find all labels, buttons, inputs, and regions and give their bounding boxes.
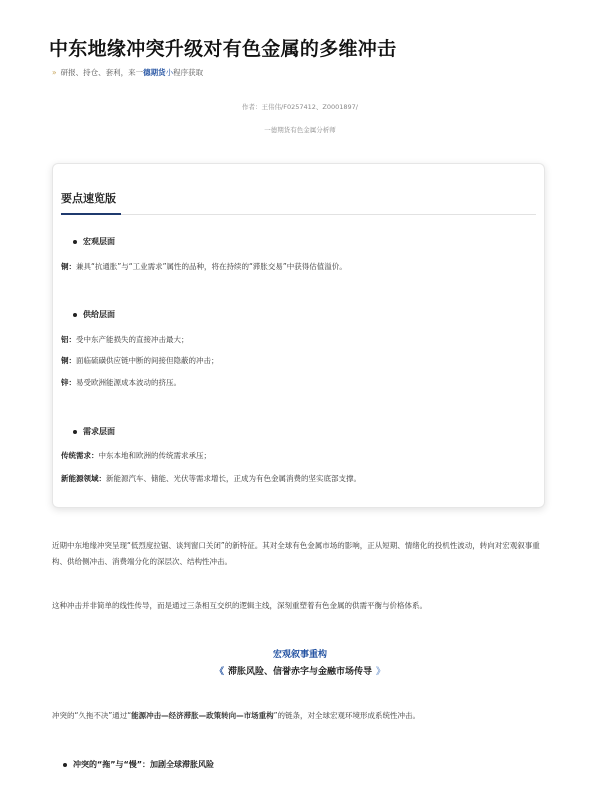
supply-item-aluminum <box>61 334 189 345</box>
bullet-stagflation: 冲突的“拖”与“慢”：加剧全球滞胀风险 <box>63 759 214 770</box>
bullet-dot-icon <box>73 313 77 317</box>
promo-prefix: 研报、持仓、套利，来一 <box>60 68 144 77</box>
body-paragraph-2: 这种冲击并非简单的线性传导，而是通过三条相互交织的逻辑主线，深刻重塑着有色金属的供需平衡与价格体系。 <box>52 601 427 610</box>
demand-item-new-energy <box>61 473 361 484</box>
chevron-left-icon: 《 <box>214 667 224 677</box>
chain-emphasis: 能源冲击—经济滞胀—政策转向—市场重构 <box>131 711 274 720</box>
body-paragraph-3: 冲突的“久拖不决”通过“能源冲击—经济滞胀—政策转向—市场重构”的链条，对全球宏观环境形成系统性冲击。 <box>52 711 421 720</box>
promo-small: 小 <box>165 68 174 77</box>
macro-item-copper <box>61 261 347 272</box>
summary-title: 要点速览版 <box>61 192 116 205</box>
item-text: 兼具“抗通胀”与“工业需求”属性的品种，将在持续的“滞胀交易”中获得估值溢价。 <box>76 262 347 271</box>
item-label: 铝： <box>61 335 76 344</box>
item-label: 铜： <box>61 262 76 271</box>
item-text: 受中东产能损失的直接冲击最大； <box>76 335 189 344</box>
item-label: 铜： <box>61 356 76 365</box>
chevron-right-icon: 》 <box>376 667 386 677</box>
item-label: 锌： <box>61 378 76 387</box>
item-label: 传统需求： <box>61 451 99 460</box>
section-heading: 宏观叙事重构 <box>272 650 327 660</box>
supply-item-zinc <box>61 377 181 388</box>
article-title: 中东地缘冲突升级对有色金属的多维冲击 <box>49 38 397 60</box>
macro-heading: 宏观层面 <box>73 236 115 247</box>
item-text: 易受欧洲能源成本波动的挤压。 <box>76 378 181 387</box>
bullet-dot-icon <box>73 430 77 434</box>
promo-suffix: 程序获取 <box>173 68 204 77</box>
bullet-dot-icon <box>63 763 67 767</box>
promo-link[interactable]: 德期货 <box>143 68 166 77</box>
body-paragraph-1: 近期中东地缘冲突呈现“低烈度拉锯、谈判窗口关闭”的新特征。其对全球有色金属市场的影响，正从短期、情绪化的投机性波动，转向对宏观叙事重构、供给侧冲击、消费端分化的深层次、结构性冲击。 <box>52 541 540 566</box>
demand-heading: 需求层面 <box>73 426 115 437</box>
bullet-dot-icon <box>73 240 77 244</box>
section-subheading: 《 滞胀风险、信誉赤字与金融市场传导 》 <box>214 667 386 677</box>
double-arrow-icon: » <box>52 68 57 77</box>
summary-card <box>52 163 545 508</box>
summary-divider-accent <box>61 213 121 215</box>
supply-heading: 供给层面 <box>73 309 115 320</box>
item-text: 面临硫磺供应链中断的间接但隐蔽的冲击； <box>76 356 219 365</box>
supply-item-copper <box>61 355 219 366</box>
item-text: 中东本地和欧洲的传统需求承压； <box>98 451 211 460</box>
author-line: 作者：王伟伟/F0257412、Z0001897/ <box>242 103 358 111</box>
item-text: 新能源汽车、储能、光伏等需求增长，正成为有色金属消费的坚实底部支撑。 <box>106 474 361 483</box>
demand-item-traditional <box>61 450 211 461</box>
promo-line[interactable] <box>52 67 203 78</box>
item-label: 新能源领域： <box>61 474 106 483</box>
team-line: 一德期货有色金属分析师 <box>264 126 336 134</box>
summary-divider <box>61 214 536 215</box>
